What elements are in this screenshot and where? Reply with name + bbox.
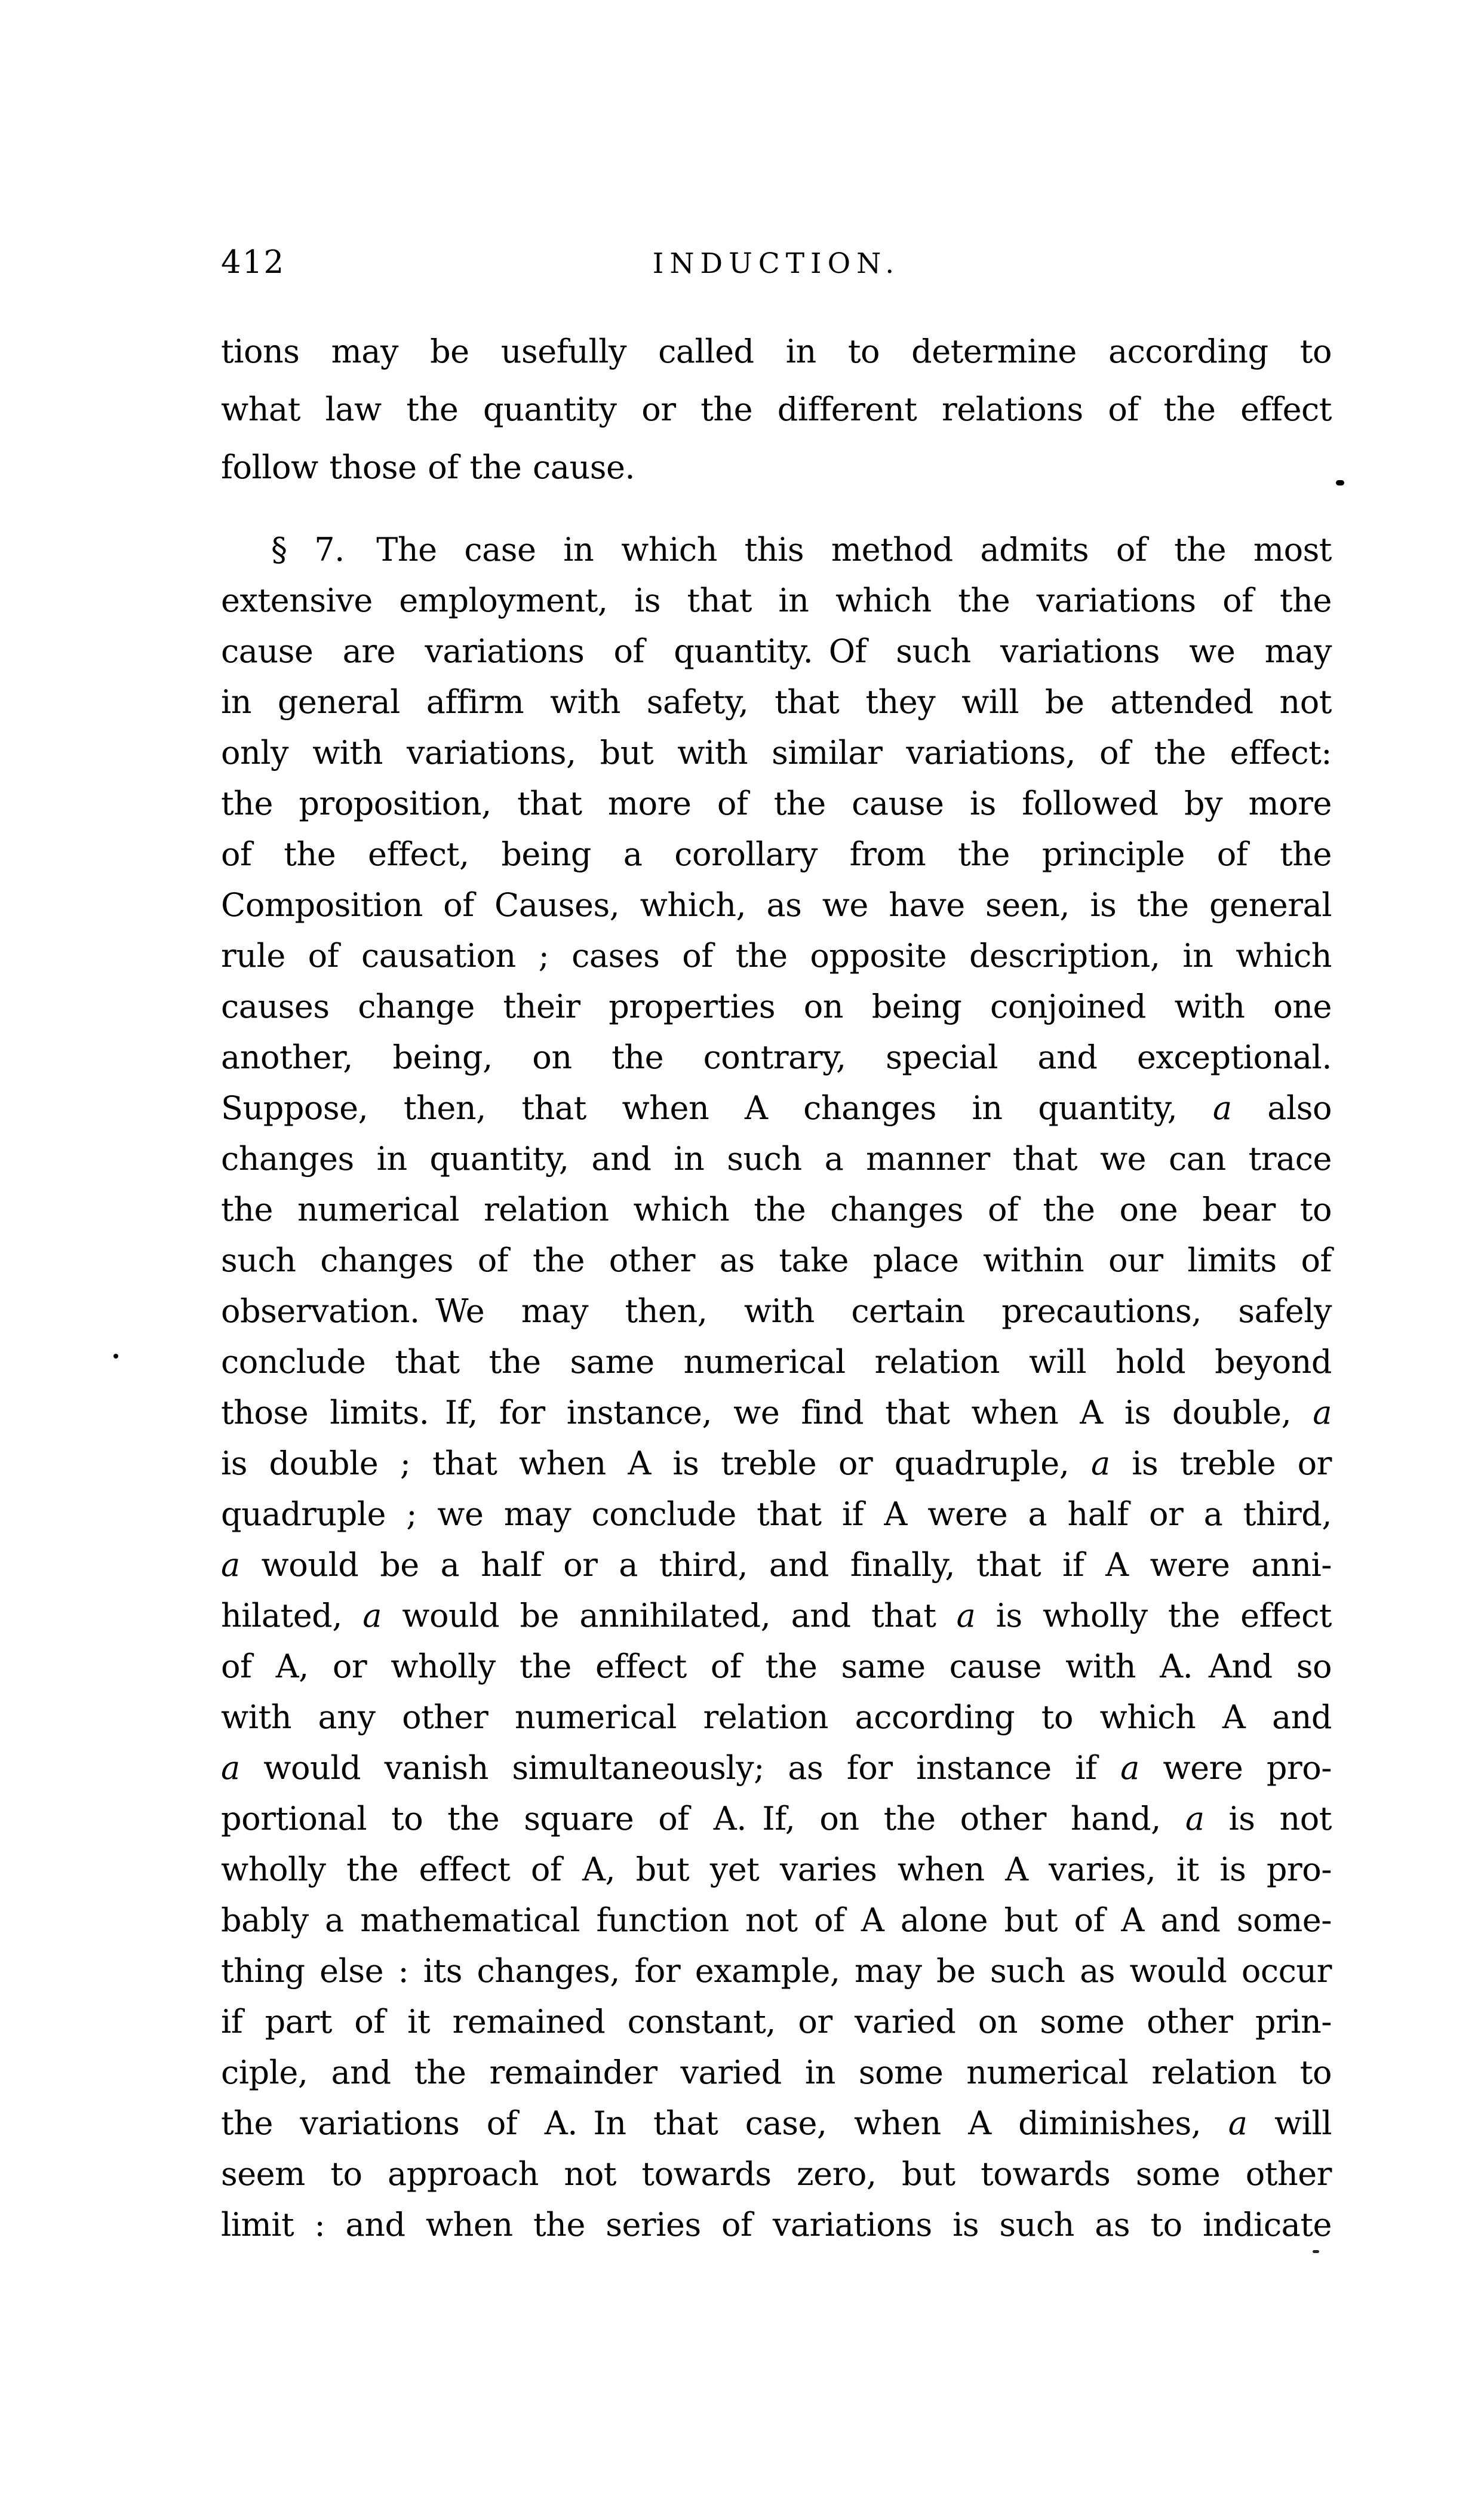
- text-line: is double ; that when A is treble or quadruple, a is treble or: [221, 1445, 1332, 1482]
- text-line: changes in quantity, and in such a manner that we can trace: [221, 1140, 1332, 1178]
- text-line: extensive employment, is that in which the variations of the: [221, 582, 1332, 619]
- page-body: [221, 322, 1332, 2250]
- text-line: § 7. The case in which this method admits of the most: [271, 531, 1332, 568]
- text-line: those limits. If, for instance, we find that when A is double, a: [221, 1394, 1332, 1431]
- running-head: INDUCTION.: [652, 247, 901, 280]
- text-line: the numerical relation which the changes of the one bear to: [221, 1191, 1332, 1228]
- text-line: portional to the square of A. If, on the other hand, a is not: [221, 1800, 1332, 1837]
- scan-artifact: [1336, 480, 1344, 485]
- text-line: seem to approach not towards zero, but towards some other: [221, 2155, 1332, 2193]
- text-line: such changes of the other as take place within our limits of: [221, 1241, 1332, 1279]
- text-line: in general affirm with safety, that they will be attended not: [221, 683, 1332, 721]
- text-line: thing else : its changes, for example, may be such as would occur: [221, 1952, 1332, 1990]
- text-line: only with variations, but with similar variations, of the effect:: [221, 734, 1332, 772]
- text-line: of the effect, being a corollary from the principle of the: [221, 835, 1332, 873]
- text-line: quadruple ; we may conclude that if A were a half or a third,: [221, 1495, 1332, 1533]
- text-line: limit : and when the series of variations is such as to indicate: [221, 2206, 1332, 2244]
- scan-artifact: [1313, 2250, 1319, 2253]
- text-line: causes change their properties on being conjoined with one: [221, 988, 1332, 1025]
- paragraph-1: [221, 322, 1332, 496]
- text-line: cause are variations of quantity. Of such variations we may: [221, 632, 1332, 670]
- paragraph-2: [221, 524, 1332, 2250]
- text-line: ciple, and the remainder varied in some numerical relation to: [221, 2054, 1332, 2091]
- text-line: what law the quantity or the different relations of the effect: [221, 391, 1332, 428]
- text-line: Suppose, then, that when A changes in quantity, a also: [221, 1089, 1332, 1127]
- text-line: conclude that the same numerical relation will hold beyond: [221, 1343, 1332, 1381]
- text-line: with any other numerical relation according to which A and: [221, 1698, 1332, 1736]
- text-line: rule of causation ; cases of the opposite description, in which: [221, 937, 1332, 975]
- text-line: a would vanish simultaneously; as for instance if a were pro-: [221, 1749, 1332, 1787]
- text-line: hilated, a would be annihilated, and that a is wholly the effect: [221, 1597, 1332, 1634]
- scan-artifact: [113, 1354, 118, 1359]
- text-line: Composition of Causes, which, as we have seen, is the general: [221, 886, 1332, 924]
- page-header: [221, 241, 1332, 289]
- text-line: tions may be usefully called in to determine according to: [221, 333, 1332, 370]
- text-line: of A, or wholly the effect of the same cause with A. And so: [221, 1648, 1332, 1685]
- text-line: a would be a half or a third, and finally, that if A were anni-: [221, 1546, 1332, 1584]
- text-line: observation. We may then, with certain precautions, safely: [221, 1292, 1332, 1330]
- text-line: if part of it remained constant, or varied on some other prin-: [221, 2003, 1332, 2040]
- text-line: wholly the effect of A, but yet varies when A varies, it is pro-: [221, 1851, 1332, 1888]
- text-line: the proposition, that more of the cause is followed by more: [221, 785, 1332, 822]
- text-line: bably a mathematical function not of A alone but of A and some-: [221, 1901, 1332, 1939]
- text-line: follow those of the cause.: [221, 448, 635, 486]
- page-number: 412: [221, 244, 285, 281]
- text-line: another, being, on the contrary, special and exceptional.: [221, 1038, 1332, 1076]
- text-line: the variations of A. In that case, when A diminishes, a will: [221, 2104, 1332, 2142]
